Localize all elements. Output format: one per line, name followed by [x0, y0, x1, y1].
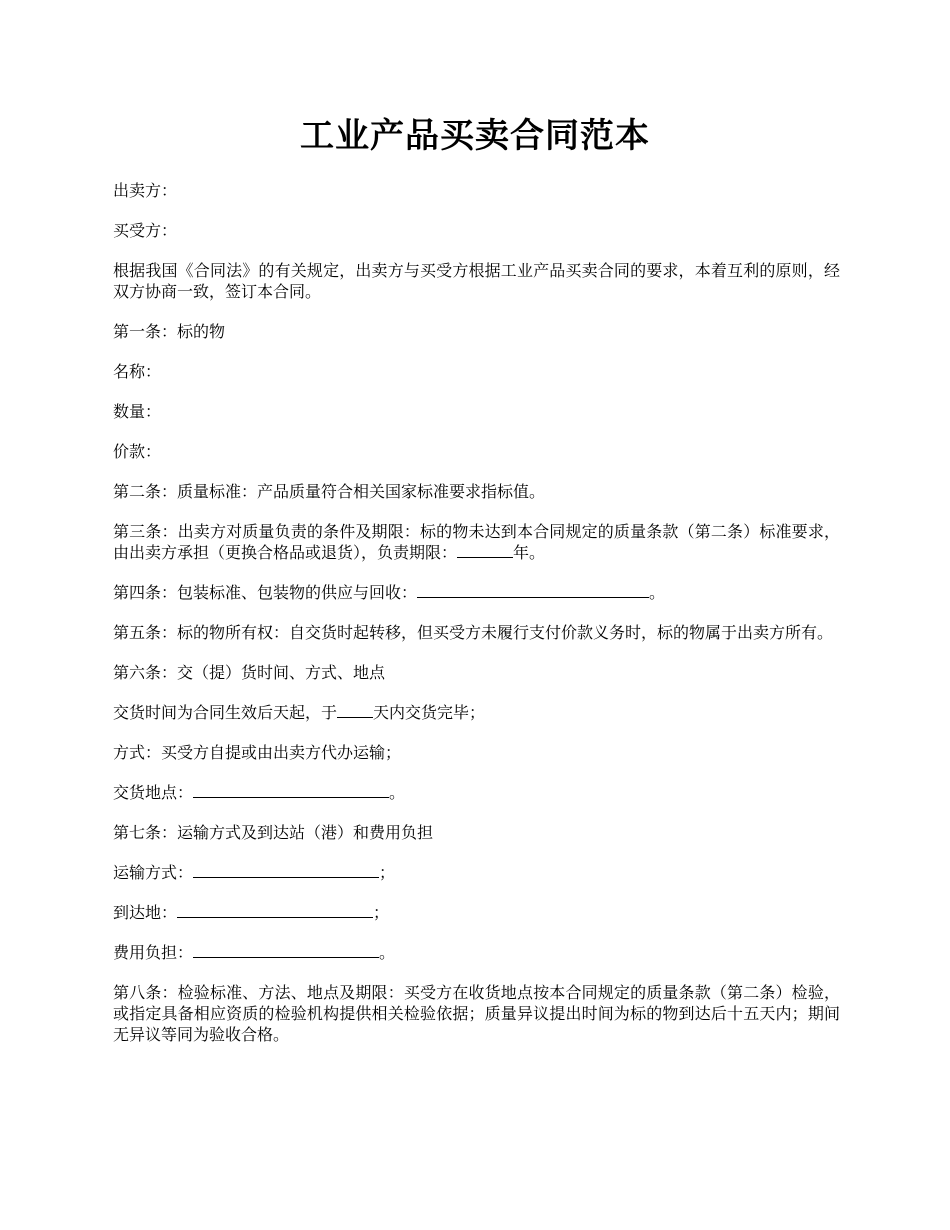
delivery-place-label: 交货地点： [113, 783, 194, 802]
document-body [113, 180, 840, 1064]
packaging-blank [417, 582, 649, 598]
delivery-time-suffix: 天内交货完毕； [373, 703, 486, 722]
article3-paragraph [113, 521, 840, 563]
warranty-years-blank [457, 542, 513, 558]
article7-heading: 第七条：运输方式及到达站（港）和费用负担 [113, 823, 434, 842]
buyer-line: 买受方： [113, 221, 178, 240]
article3-text: 第三条：出卖方对质量负责的条件及期限：标的物未达到本合同规定的质量条款（第二条）标准要求，由出卖方承担（更换合格品或退货），负责期限： [113, 522, 840, 562]
transport-label: 运输方式： [113, 863, 194, 882]
delivery-place-suffix: 。 [389, 783, 406, 802]
article3-suffix: 年。 [513, 543, 546, 562]
seller-line: 出卖方： [113, 181, 178, 200]
article4-paragraph [113, 582, 840, 603]
cost-label: 费用负担： [113, 943, 194, 962]
delivery-place-line [113, 782, 840, 803]
article1-heading: 第一条：标的物 [113, 322, 226, 341]
document-title: 工业产品买卖合同范本 [300, 116, 650, 156]
transport-blank [193, 862, 379, 878]
article2-paragraph: 第二条：质量标准：产品质量符合相关国家标准要求指标值。 [113, 482, 546, 501]
destination-label: 到达地： [113, 903, 178, 922]
article4-suffix: 。 [649, 583, 666, 602]
destination-line [113, 902, 840, 923]
cost-suffix: 。 [379, 943, 396, 962]
delivery-method-line: 方式：买受方自提或由出卖方代办运输； [113, 743, 402, 762]
delivery-time-text: 交货时间为合同生效后天起，于 [113, 703, 338, 722]
destination-blank [177, 902, 373, 918]
name-line: 名称： [113, 362, 162, 381]
transport-line [113, 862, 840, 883]
article4-text: 第四条：包装标准、包装物的供应与回收： [113, 583, 418, 602]
cost-blank [193, 942, 379, 958]
price-line: 价款： [113, 442, 162, 461]
article8-paragraph: 第八条：检验标准、方法、地点及期限：买受方在收货地点按本合同规定的质量条款（第二条）检验，或指定具备相应资质的检验机构提供相关检验依据；质量异议提出时间为标的物到达后十五天内；期间无异议等同为验收合格。 [113, 983, 840, 1044]
cost-line [113, 942, 840, 963]
quantity-line: 数量： [113, 402, 162, 421]
destination-suffix: ； [373, 903, 390, 922]
article6-heading: 第六条：交（提）货时间、方式、地点 [113, 663, 386, 682]
delivery-time-line [113, 702, 840, 723]
delivery-days-blank [337, 702, 373, 718]
delivery-place-blank [193, 782, 389, 798]
article5-paragraph: 第五条：标的物所有权：自交货时起转移，但买受方未履行支付价款义务时，标的物属于出卖方所有。 [113, 623, 834, 642]
preamble-paragraph: 根据我国《合同法》的有关规定，出卖方与买受方根据工业产品买卖合同的要求，本着互利的原则，经双方协商一致，签订本合同。 [113, 261, 840, 301]
transport-suffix: ； [379, 863, 396, 882]
